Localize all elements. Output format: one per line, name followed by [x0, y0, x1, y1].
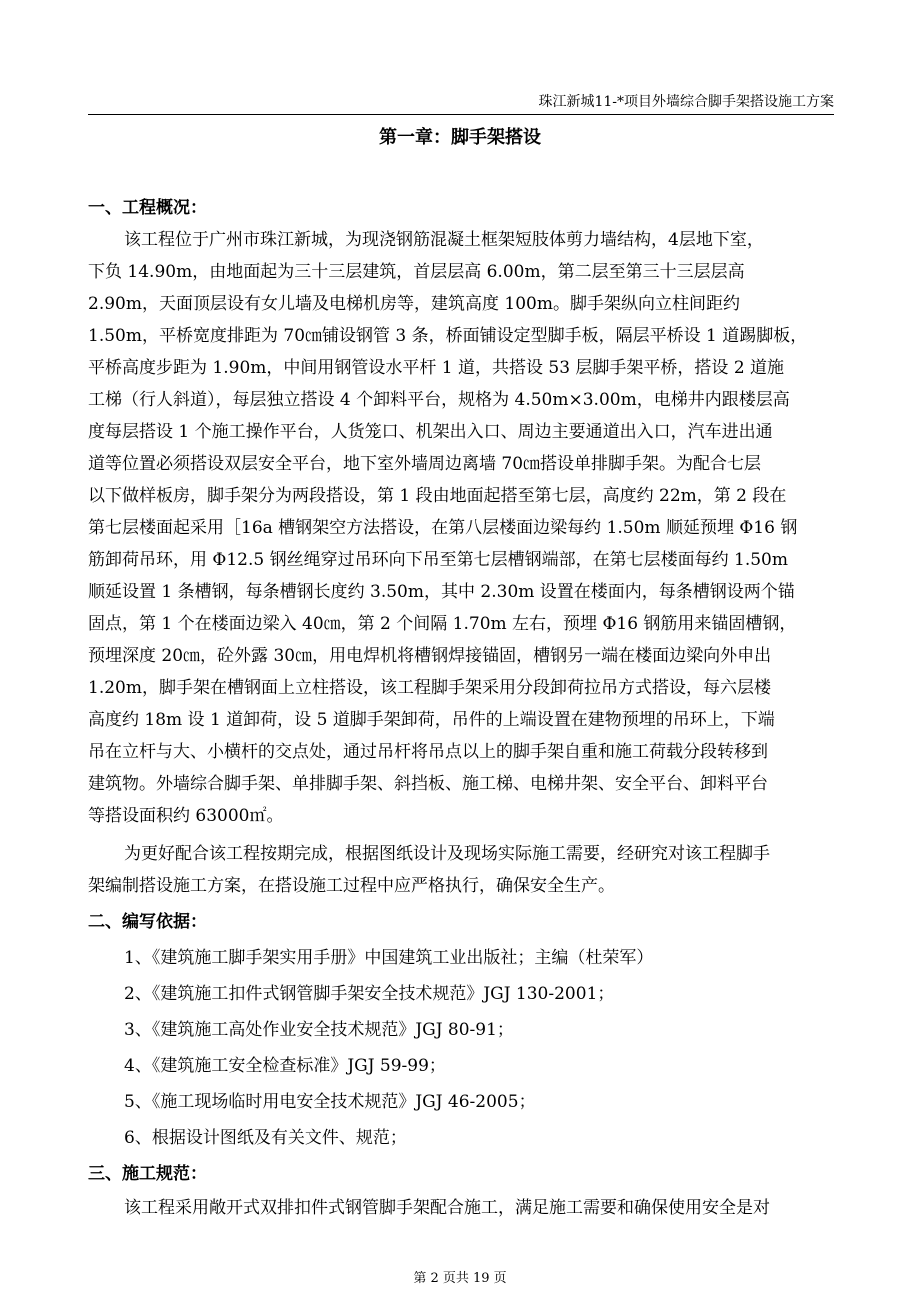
paragraph-line: 等搭设面积约 63000㎡。 — [88, 806, 284, 826]
section-heading-overview: 一、工程概况： — [88, 198, 207, 218]
paragraph-line: 1.20m，脚手架在槽钢面上立柱搭设，该工程脚手架采用分段卸荷拉吊方式搭设，每六层楼 — [88, 678, 771, 698]
reference-item: 4、《建筑施工安全检查标准》JGJ 59-99； — [124, 1056, 446, 1076]
paragraph-line: 建筑物。外墙综合脚手架、单排脚手架、斜挡板、施工梯、电梯井架、安全平台、卸料平台 — [88, 774, 768, 794]
paragraph-line: 工梯（行人斜道），每层独立搭设 4 个卸料平台，规格为 4.50m×3.00m，电梯井内跟楼层高 — [88, 390, 790, 410]
reference-item: 6、根据设计图纸及有关文件、规范； — [124, 1128, 407, 1148]
paragraph-line: 下负 14.90m，由地面起为三十三层建筑，首层层高 6.00m，第二层至第三十三层层高 — [88, 262, 745, 282]
paragraph-line: 架编制搭设施工方案，在搭设施工过程中应严格执行，确保安全生产。 — [88, 876, 615, 896]
chapter-title: 第一章：脚手架搭设 — [379, 127, 541, 148]
paragraph-line: 平桥高度步距为 1.90m，中间用钢管设水平杆 1 道，共搭设 53 层脚手架平桥，搭设 2 道施 — [88, 358, 785, 378]
paragraph-line: 该工程采用敞开式双排扣件式钢管脚手架配合施工，满足施工需要和确保使用安全是对 — [124, 1198, 770, 1218]
paragraph-line: 固点，第 1 个在楼面边梁入 40㎝，第 2 个间隔 1.70m 左右，预埋 Φ16 钢筋用来锚固槽钢， — [88, 614, 797, 634]
running-header: 珠江新城11-*项目外墙综合脚手架搭设施工方案 — [88, 92, 834, 115]
paragraph-line: 吊在立杆与大、小横杆的交点处，通过吊杆将吊点以上的脚手架自重和施工荷载分段转移到 — [88, 742, 768, 762]
paragraph-line: 2.90m，天面顶层设有女儿墙及电梯机房等，建筑高度 100m。脚手架纵向立柱间距约 — [88, 294, 740, 314]
reference-item: 1、《建筑施工脚手架实用手册》中国建筑工业出版社；主编（杜荣军） — [124, 948, 654, 968]
paragraph-line: 度每层搭设 1 个施工操作平台，人货笼口、机架出入口、周边主要通道出入口，汽车进出通 — [88, 422, 773, 442]
reference-item: 5、《施工现场临时用电安全技术规范》JGJ 46-2005； — [124, 1092, 536, 1112]
paragraph-line: 筋卸荷吊环，用 Φ12.5 钢丝绳穿过吊环向下吊至第七层槽钢端部，在第七层楼面每约 1.50m — [88, 550, 788, 570]
paragraph-line: 以下做样板房，脚手架分为两段搭设，第 1 段由地面起搭至第七层，高度约 22m，第 2 段在 — [88, 486, 787, 506]
paragraph-line: 高度约 18m 设 1 道卸荷，设 5 道脚手架卸荷，吊件的上端设置在建物预埋的吊环上，下端 — [88, 710, 775, 730]
paragraph-line: 道等位置必须搭设双层安全平台，地下室外墙周边离墙 70㎝搭设单排脚手架。为配合七层 — [88, 454, 762, 474]
paragraph-line: 为更好配合该工程按期完成，根据图纸设计及现场实际施工需要，经研究对该工程脚手 — [124, 844, 770, 864]
paragraph-line: 预埋深度 20㎝，砼外露 30㎝，用电焊机将槽钢焊接锚固，槽钢另一端在楼面边梁向外申出 — [88, 646, 772, 666]
paragraph-line: 第七层楼面起采用［16a 槽钢架空方法搭设，在第八层楼面边梁每约 1.50m 顺延预埋 Φ16 钢 — [88, 518, 798, 538]
paragraph-line: 顺延设置 1 条槽钢，每条槽钢长度约 3.50m，其中 2.30m 设置在楼面内，每条槽钢设两个锚 — [88, 582, 795, 602]
paragraph-line: 该工程位于广州市珠江新城，为现浇钢筋混凝土框架短肢体剪力墙结构，4层地下室， — [124, 230, 764, 250]
reference-item: 2、《建筑施工扣件式钢管脚手架安全技术规范》JGJ 130-2001； — [124, 984, 615, 1004]
paragraph-line: 1.50m，平桥宽度排距为 70㎝铺设钢管 3 条，桥面铺设定型脚手板，隔层平桥设 1 道踢脚板， — [88, 326, 808, 346]
section-heading-specification: 三、施工规范： — [88, 1164, 207, 1184]
page-number: 第 2 页共 19 页 — [413, 1271, 507, 1286]
section-heading-basis: 二、编写依据： — [88, 912, 207, 932]
reference-item: 3、《建筑施工高处作业安全技术规范》JGJ 80-91； — [124, 1020, 514, 1040]
